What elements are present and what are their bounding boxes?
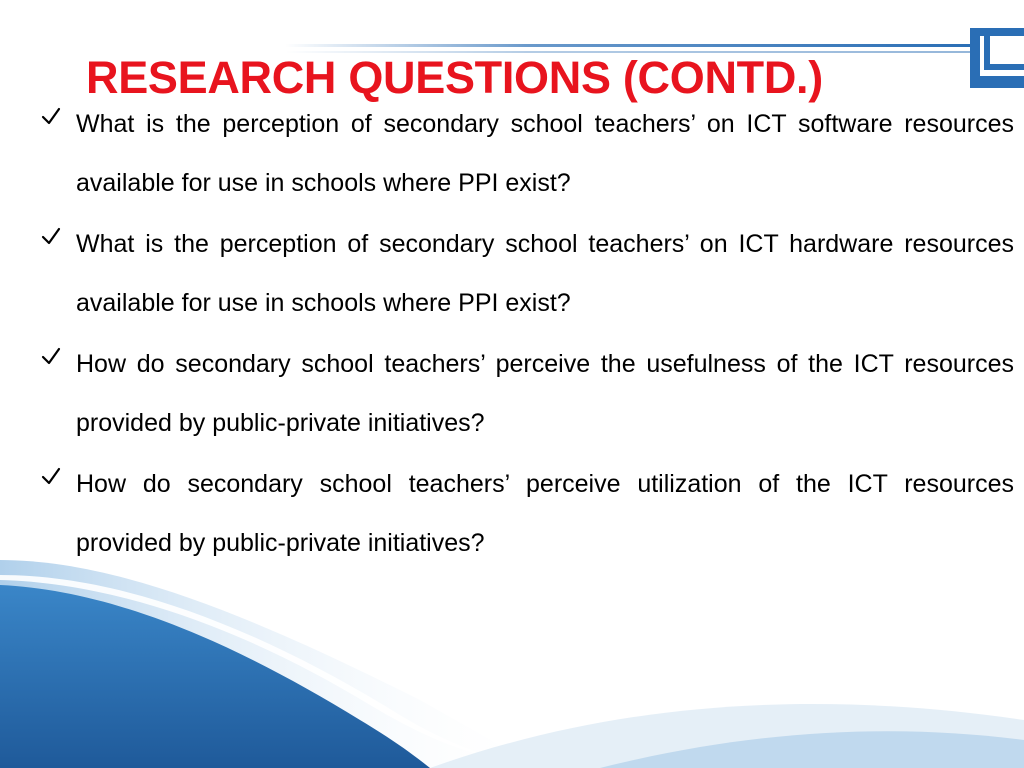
- bullet-item: [40, 335, 1014, 453]
- bullet-item: [40, 215, 1014, 333]
- checkmark-icon: [40, 465, 62, 487]
- bullet-text: How do secondary school teachers’ perceive utilization of the ICT resources provided by public-private initiatives?: [76, 470, 1014, 557]
- checkmark-icon: [40, 225, 62, 247]
- bullet-item: [40, 95, 1014, 213]
- bullet-item: [40, 455, 1014, 573]
- bullet-text: How do secondary school teachers’ perceive the usefulness of the ICT resources provided by public-private initiatives?: [76, 350, 1014, 437]
- checkmark-icon: [40, 345, 62, 367]
- slide-title: RESEARCH QUESTIONS (CONTD.): [86, 52, 823, 103]
- bullet-text: What is the perception of secondary school teachers’ on ICT hardware resources available for use in schools where PPI exist?: [76, 230, 1014, 317]
- bullet-list: [40, 95, 1014, 575]
- bullet-text: What is the perception of secondary school teachers’ on ICT software resources available for use in schools where PPI exist?: [76, 110, 1014, 197]
- checkmark-icon: [40, 105, 62, 127]
